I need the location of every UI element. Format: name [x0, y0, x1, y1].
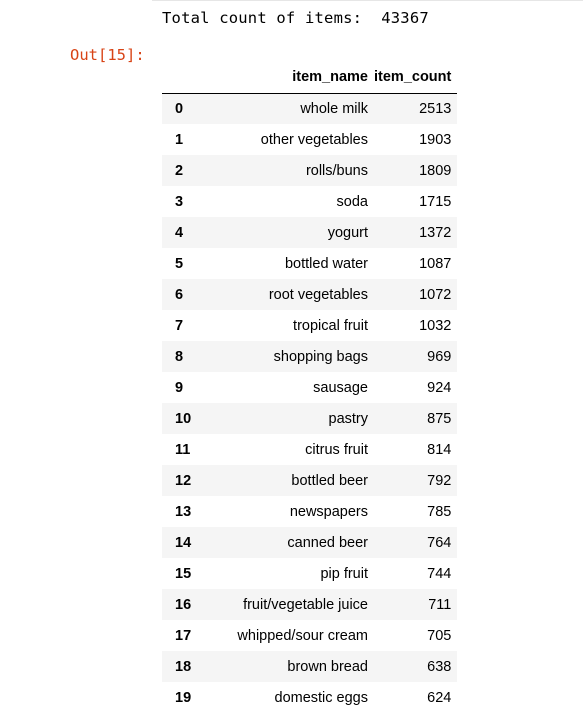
cell-item-count: 1372	[419, 224, 452, 241]
row-index: 16	[175, 596, 192, 613]
table-row	[162, 620, 457, 651]
row-index: 19	[175, 689, 192, 706]
cell-item-name: pastry	[328, 410, 368, 427]
table-row	[162, 496, 457, 527]
cell-item-count: 744	[427, 565, 452, 582]
row-index: 5	[175, 255, 184, 272]
cell-item-count: 624	[427, 689, 452, 706]
cell-item-count: 705	[427, 627, 452, 644]
cell-item-name: shopping bags	[273, 348, 368, 365]
cell-item-name: whipped/sour cream	[237, 627, 368, 644]
cell-item-name: sausage	[313, 379, 368, 396]
cell-item-name: root vegetables	[268, 286, 368, 303]
row-index: 1	[175, 131, 184, 148]
cell-item-count: 638	[427, 658, 452, 675]
row-index: 3	[175, 193, 184, 210]
row-index: 13	[175, 503, 192, 520]
row-index: 18	[175, 658, 192, 675]
table-row	[162, 527, 457, 558]
cell-divider	[152, 0, 583, 1]
cell-item-name: rolls/buns	[305, 162, 368, 179]
cell-item-count: 711	[428, 596, 452, 613]
cell-item-name: pip fruit	[320, 565, 368, 582]
row-index: 12	[175, 472, 192, 489]
cell-item-count: 792	[427, 472, 452, 489]
dataframe-table	[162, 62, 457, 713]
cell-item-name: tropical fruit	[293, 317, 368, 334]
row-index: 15	[175, 565, 192, 582]
row-index: 14	[175, 534, 192, 551]
index-header	[162, 62, 192, 93]
cell-item-name: fruit/vegetable juice	[243, 596, 368, 613]
stream-output-text: Total count of items: 43367	[162, 9, 429, 27]
table-row	[162, 682, 457, 713]
table-body	[162, 93, 457, 713]
cell-item-count: 969	[427, 348, 452, 365]
table-row	[162, 589, 457, 620]
table-row	[162, 186, 457, 217]
table-row	[162, 434, 457, 465]
row-index: 0	[175, 100, 184, 117]
cell-item-count: 1715	[419, 193, 452, 210]
out-prompt: Out[15]:	[70, 46, 145, 64]
cell-item-count: 814	[427, 441, 452, 458]
cell-item-name: canned beer	[287, 534, 368, 551]
cell-item-name: brown bread	[287, 658, 368, 675]
cell-item-name: domestic eggs	[274, 689, 368, 706]
row-index: 17	[175, 627, 192, 644]
table-row	[162, 124, 457, 155]
cell-item-count: 764	[427, 534, 452, 551]
cell-item-name: bottled water	[284, 255, 368, 272]
row-index: 7	[175, 317, 184, 334]
table-row	[162, 310, 457, 341]
row-index: 8	[175, 348, 184, 365]
table-row	[162, 279, 457, 310]
cell-item-name: yogurt	[327, 224, 368, 241]
column-header-item-name: item_name	[192, 62, 374, 93]
cell-item-count: 1809	[419, 162, 452, 179]
table-row	[162, 341, 457, 372]
cell-item-count: 1903	[419, 131, 452, 148]
table-row	[162, 403, 457, 434]
row-index: 2	[175, 162, 184, 179]
cell-item-count: 924	[427, 379, 452, 396]
table-row	[162, 93, 457, 124]
cell-item-count: 1072	[419, 286, 452, 303]
cell-item-name: whole milk	[300, 100, 368, 117]
cell-item-count: 785	[427, 503, 452, 520]
header-row	[162, 62, 457, 93]
table-row	[162, 372, 457, 403]
table-row	[162, 558, 457, 589]
cell-item-name: bottled beer	[291, 472, 368, 489]
cell-item-name: other vegetables	[260, 131, 368, 148]
row-index: 9	[175, 379, 184, 396]
cell-item-name: newspapers	[289, 503, 368, 520]
row-index: 11	[175, 441, 191, 458]
table-row	[162, 217, 457, 248]
table-row	[162, 155, 457, 186]
table-row	[162, 248, 457, 279]
cell-item-count: 875	[427, 410, 452, 427]
table-row	[162, 651, 457, 682]
cell-item-name: citrus fruit	[305, 441, 368, 458]
table-row	[162, 465, 457, 496]
row-index: 10	[175, 410, 192, 427]
cell-item-count: 1087	[419, 255, 452, 272]
row-index: 4	[175, 224, 184, 241]
column-header-item-count: item_count	[374, 62, 457, 93]
table-header	[162, 62, 457, 93]
cell-item-name: soda	[336, 193, 368, 210]
cell-item-count: 1032	[419, 317, 452, 334]
row-index: 6	[175, 286, 184, 303]
cell-item-count: 2513	[419, 100, 452, 117]
